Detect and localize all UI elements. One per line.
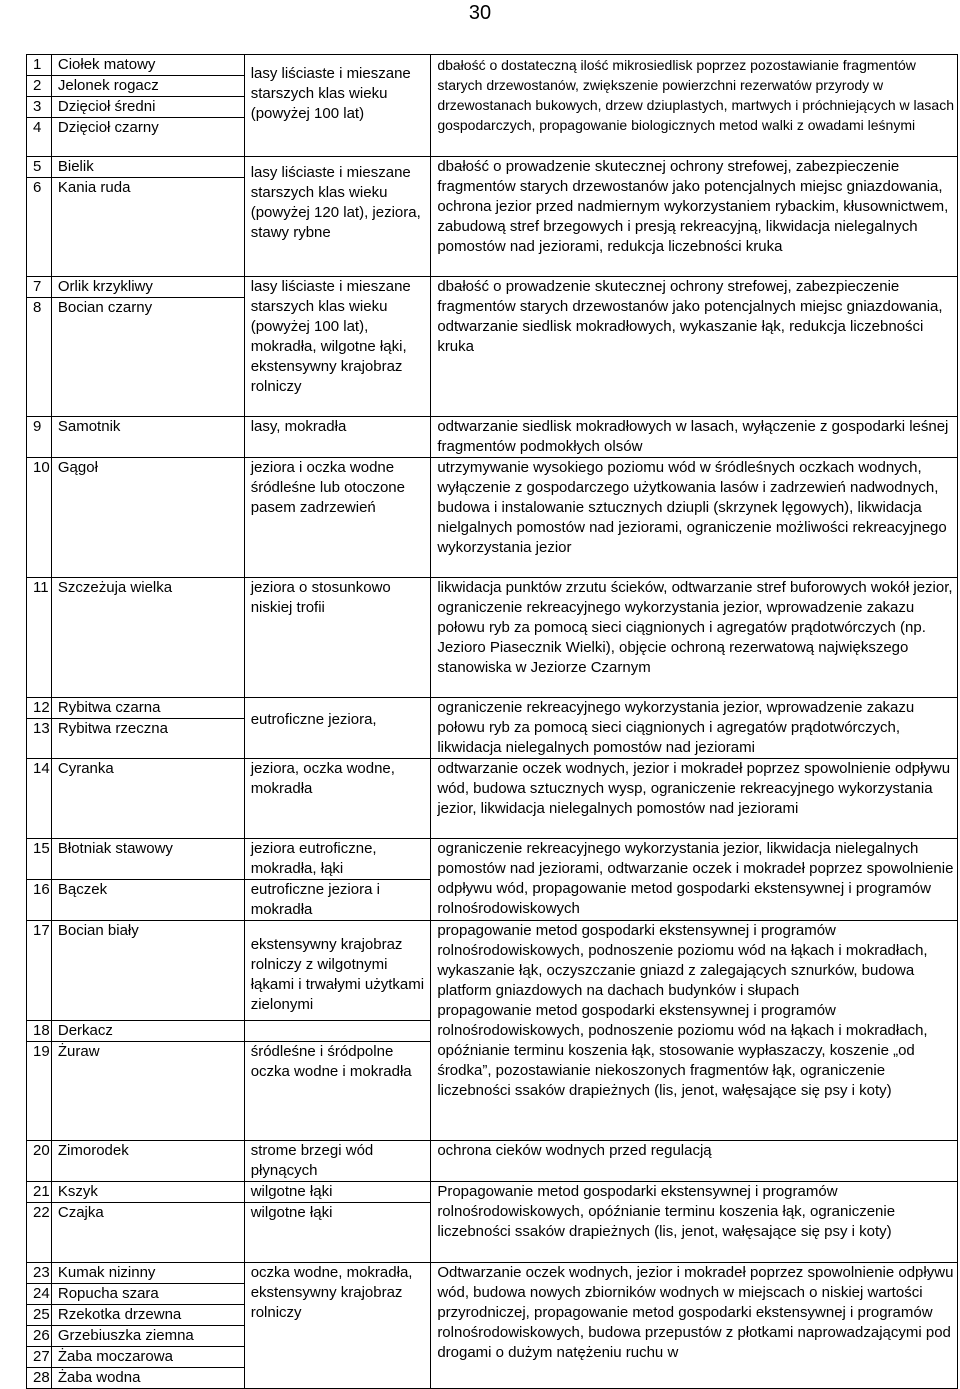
row-number: 17	[27, 921, 52, 1021]
row-number: 8	[27, 298, 52, 417]
habitat-cell: lasy, mokradła	[244, 417, 431, 458]
species-name: Żaba wodna	[51, 1368, 244, 1389]
row-number: 23	[27, 1263, 52, 1284]
species-name: Kania ruda	[51, 178, 244, 277]
habitat-cell	[244, 1021, 431, 1042]
row-number: 19	[27, 1042, 52, 1141]
row-number: 20	[27, 1141, 52, 1182]
species-name: Kszyk	[51, 1182, 244, 1203]
species-name: Żuraw	[51, 1042, 244, 1141]
species-name: Żaba moczarowa	[51, 1347, 244, 1368]
habitat-cell: eutroficzne jeziora i mokradła	[244, 880, 431, 921]
species-name: Dzięcioł średni	[51, 97, 244, 118]
protection-cell: Odtwarzanie oczek wodnych, jezior i mokradeł poprzez spowolnienie odpływu wód, budowa nowych zbiorników wodnych w miejscach o niskiej wartości przyrodniczej, propagowanie metod gospodarki ekstensywnej i programów rolnośrodowiskowych, budowa przepustów z płotkami naprowadzającymi pod drogami o dużym natężeniu ruchu w	[431, 1263, 958, 1389]
row-number: 1	[27, 55, 52, 76]
protection-cell: odtwarzanie oczek wodnych, jezior i mokradeł poprzez spowolnienie odpływu wód, budowa sztucznych wysp, ograniczenie rekreacyjnego wykorzystania jezior, likwidacja nielegalnych pomostów nad jeziorami	[431, 759, 958, 839]
habitat-cell: lasy liściaste i mieszane starszych klas wieku (powyżej 120 lat), jeziora, stawy rybne	[244, 157, 431, 277]
row-number: 27	[27, 1347, 52, 1368]
protection-cell: dbałość o prowadzenie skutecznej ochrony strefowej, zabezpieczenie fragmentów starych drzewostanów jako potencjalnych miejsc gniazdowania, odtwarzanie siedlisk mokradłowych, wykaszanie łąk, redukcja liczebności kruka	[431, 277, 958, 417]
species-name: Dzięcioł czarny	[51, 118, 244, 157]
species-name: Cyranka	[51, 759, 244, 839]
row-number: 18	[27, 1021, 52, 1042]
species-name: Szczeżuja wielka	[51, 578, 244, 698]
protection-cell: propagowanie metod gospodarki ekstensywnej i programów rolnośrodowiskowych, podnoszenie poziomu wód na łąkach i mokradłach, wykaszanie łąk, oczyszczanie gniazd z zalegających sznurków, budowa platform gniazdowych na dachach budynków i słupach propagowanie metod gospodarki ekstensywnej i programów rolnośrodowiskowych, podnoszenie poziomu wód na łąkach i mokradłach, opóźnianie terminu koszenia łąk, stosowanie wypłaszaczy, koszenie „od środka”, pozostawianie niekoszonych fragmentów łąk, ograniczenie liczebności ssaków drapieżnych (lis, jenot, wałęsające się psy i koty)	[431, 921, 958, 1141]
habitat-cell: lasy liściaste i mieszane starszych klas wieku (powyżej 100 lat), mokradła, wilgotne łąki, ekstensywny krajobraz rolniczy	[244, 277, 431, 417]
habitat-cell: wilgotne łąki	[244, 1182, 431, 1203]
species-name: Bocian czarny	[51, 298, 244, 417]
row-number: 6	[27, 178, 52, 277]
row-number: 5	[27, 157, 52, 178]
row-number: 21	[27, 1182, 52, 1203]
species-name: Bielik	[51, 157, 244, 178]
habitat-cell: śródleśne i śródpolne oczka wodne i mokradła	[244, 1042, 431, 1141]
habitat-cell: jeziora o stosunkowo niskiej trofii	[244, 578, 431, 698]
protection-cell: odtwarzanie siedlisk mokradłowych w lasach, wyłączenie z gospodarki leśnej fragmentów podmokłych olsów	[431, 417, 958, 458]
species-name: Orlik krzykliwy	[51, 277, 244, 298]
row-number: 13	[27, 719, 52, 759]
species-name: Rybitwa czarna	[51, 698, 244, 719]
habitat-cell: wilgotne łąki	[244, 1203, 431, 1263]
species-name: Ropucha szara	[51, 1284, 244, 1305]
species-name: Bocian biały	[51, 921, 244, 1021]
species-name: Ciołek matowy	[51, 55, 244, 76]
habitat-cell: lasy liściaste i mieszane starszych klas wieku (powyżej 100 lat)	[244, 55, 431, 157]
habitat-cell: oczka wodne, mokradła, ekstensywny krajobraz rolniczy	[244, 1263, 431, 1389]
protection-cell: ograniczenie rekreacyjnego wykorzystania jezior, likwidacja nielegalnych pomostów nad jeziorami, odtwarzanie oczek i mokradeł poprzez spowolnienie odpływu wód, propagowanie metod gospodarki ekstensywnej i programów rolnośrodowiskowych	[431, 839, 958, 921]
species-name: Czajka	[51, 1203, 244, 1263]
row-number: 9	[27, 417, 52, 458]
row-number: 22	[27, 1203, 52, 1263]
habitat-cell: jeziora eutroficzne, mokradła, łąki	[244, 839, 431, 880]
protection-cell: dbałość o dostateczną ilość mikrosiedlisk poprzez pozostawianie fragmentów starych drzewostanów, zwiększenie powierzchni rezerwatów przyrody w drzewostanach bukowych, drzew dziuplastych, martwych i próchniejących w lasach gospodarczych, propagowanie biologicznych metod walki z owadami leśnymi	[431, 55, 958, 157]
species-name: Jelonek rogacz	[51, 76, 244, 97]
row-number: 7	[27, 277, 52, 298]
species-name: Rzekotka drzewna	[51, 1305, 244, 1326]
row-number: 11	[27, 578, 52, 698]
habitat-cell: jeziora i oczka wodne śródleśne lub otoczone pasem zadrzewień	[244, 458, 431, 578]
protection-cell: dbałość o prowadzenie skutecznej ochrony strefowej, zabezpieczenie fragmentów starych drzewostanów jako potencjalnych miejsc gniazdowania, ochrona jezior przed nadmiernym wykorzystaniem rybackim, kłusownictwem, zabudową stref brzegowych i presją rekreacyjną, likwidacja nielegalnych pomostów nad jeziorami, redukcja liczebności kruka	[431, 157, 958, 277]
species-protection-table	[26, 54, 958, 1389]
species-name: Rybitwa rzeczna	[51, 719, 244, 759]
species-name: Kumak nizinny	[51, 1263, 244, 1284]
row-number: 2	[27, 76, 52, 97]
row-number: 3	[27, 97, 52, 118]
protection-cell: utrzymywanie wysokiego poziomu wód w śródleśnych oczkach wodnych, wyłączenie z gospodarczego użytkowania lasów i zadrzewień nadwodnych, budowa i instalowanie sztucznych dziupli (skrzynek lęgowych), likwidacja nielgalnych pomostów nad jeziorami, ograniczenie możliwości rekreacyjnego wykorzystania jezior	[431, 458, 958, 578]
habitat-cell: ekstensywny krajobraz rolniczy z wilgotnymi łąkami i trwałymi użytkami zielonymi	[244, 921, 431, 1021]
row-number: 10	[27, 458, 52, 578]
species-name: Samotnik	[51, 417, 244, 458]
row-number: 24	[27, 1284, 52, 1305]
habitat-cell: strome brzegi wód płynących	[244, 1141, 431, 1182]
row-number: 26	[27, 1326, 52, 1347]
row-number: 4	[27, 118, 52, 157]
protection-cell: ochrona cieków wodnych przed regulacją	[431, 1141, 958, 1182]
species-name: Błotniak stawowy	[51, 839, 244, 880]
row-number: 28	[27, 1368, 52, 1389]
species-name: Bączek	[51, 880, 244, 921]
row-number: 15	[27, 839, 52, 880]
habitat-cell: jeziora, oczka wodne, mokradła	[244, 759, 431, 839]
species-name: Gągoł	[51, 458, 244, 578]
row-number: 12	[27, 698, 52, 719]
species-name: Grzebiuszka ziemna	[51, 1326, 244, 1347]
row-number: 25	[27, 1305, 52, 1326]
protection-cell: ograniczenie rekreacyjnego wykorzystania jezior, wprowadzenie zakazu połowu ryb za pomocą sieci ciągnionych i agregatów prądotwórczych, likwidacja nielegalnych pomostów nad jeziorami	[431, 698, 958, 759]
species-name: Derkacz	[51, 1021, 244, 1042]
species-name: Zimorodek	[51, 1141, 244, 1182]
row-number: 16	[27, 880, 52, 921]
protection-cell: Propagowanie metod gospodarki ekstensywnej i programów rolnośrodowiskowych, opóźnianie terminu koszenia łąk, ograniczenie liczebności ssaków drapieżnych (lis, jenot, wałęsające się psy i koty)	[431, 1182, 958, 1263]
protection-cell: likwidacja punktów zrzutu ścieków, odtwarzanie stref buforowych wokół jezior, ograniczenie rekreacyjnego wykorzystania jezior, wprowadzenie zakazu połowu ryb za pomocą sieci ciągnionych i agregatów prądotwórczych (np. Jezioro Piasecznik Wielki), objęcie ochroną rezerwatową największego stanowiska w Jeziorze Czarnym	[431, 578, 958, 698]
page-number: 30	[468, 2, 492, 24]
habitat-cell: eutroficzne jeziora,	[244, 698, 431, 759]
row-number: 14	[27, 759, 52, 839]
